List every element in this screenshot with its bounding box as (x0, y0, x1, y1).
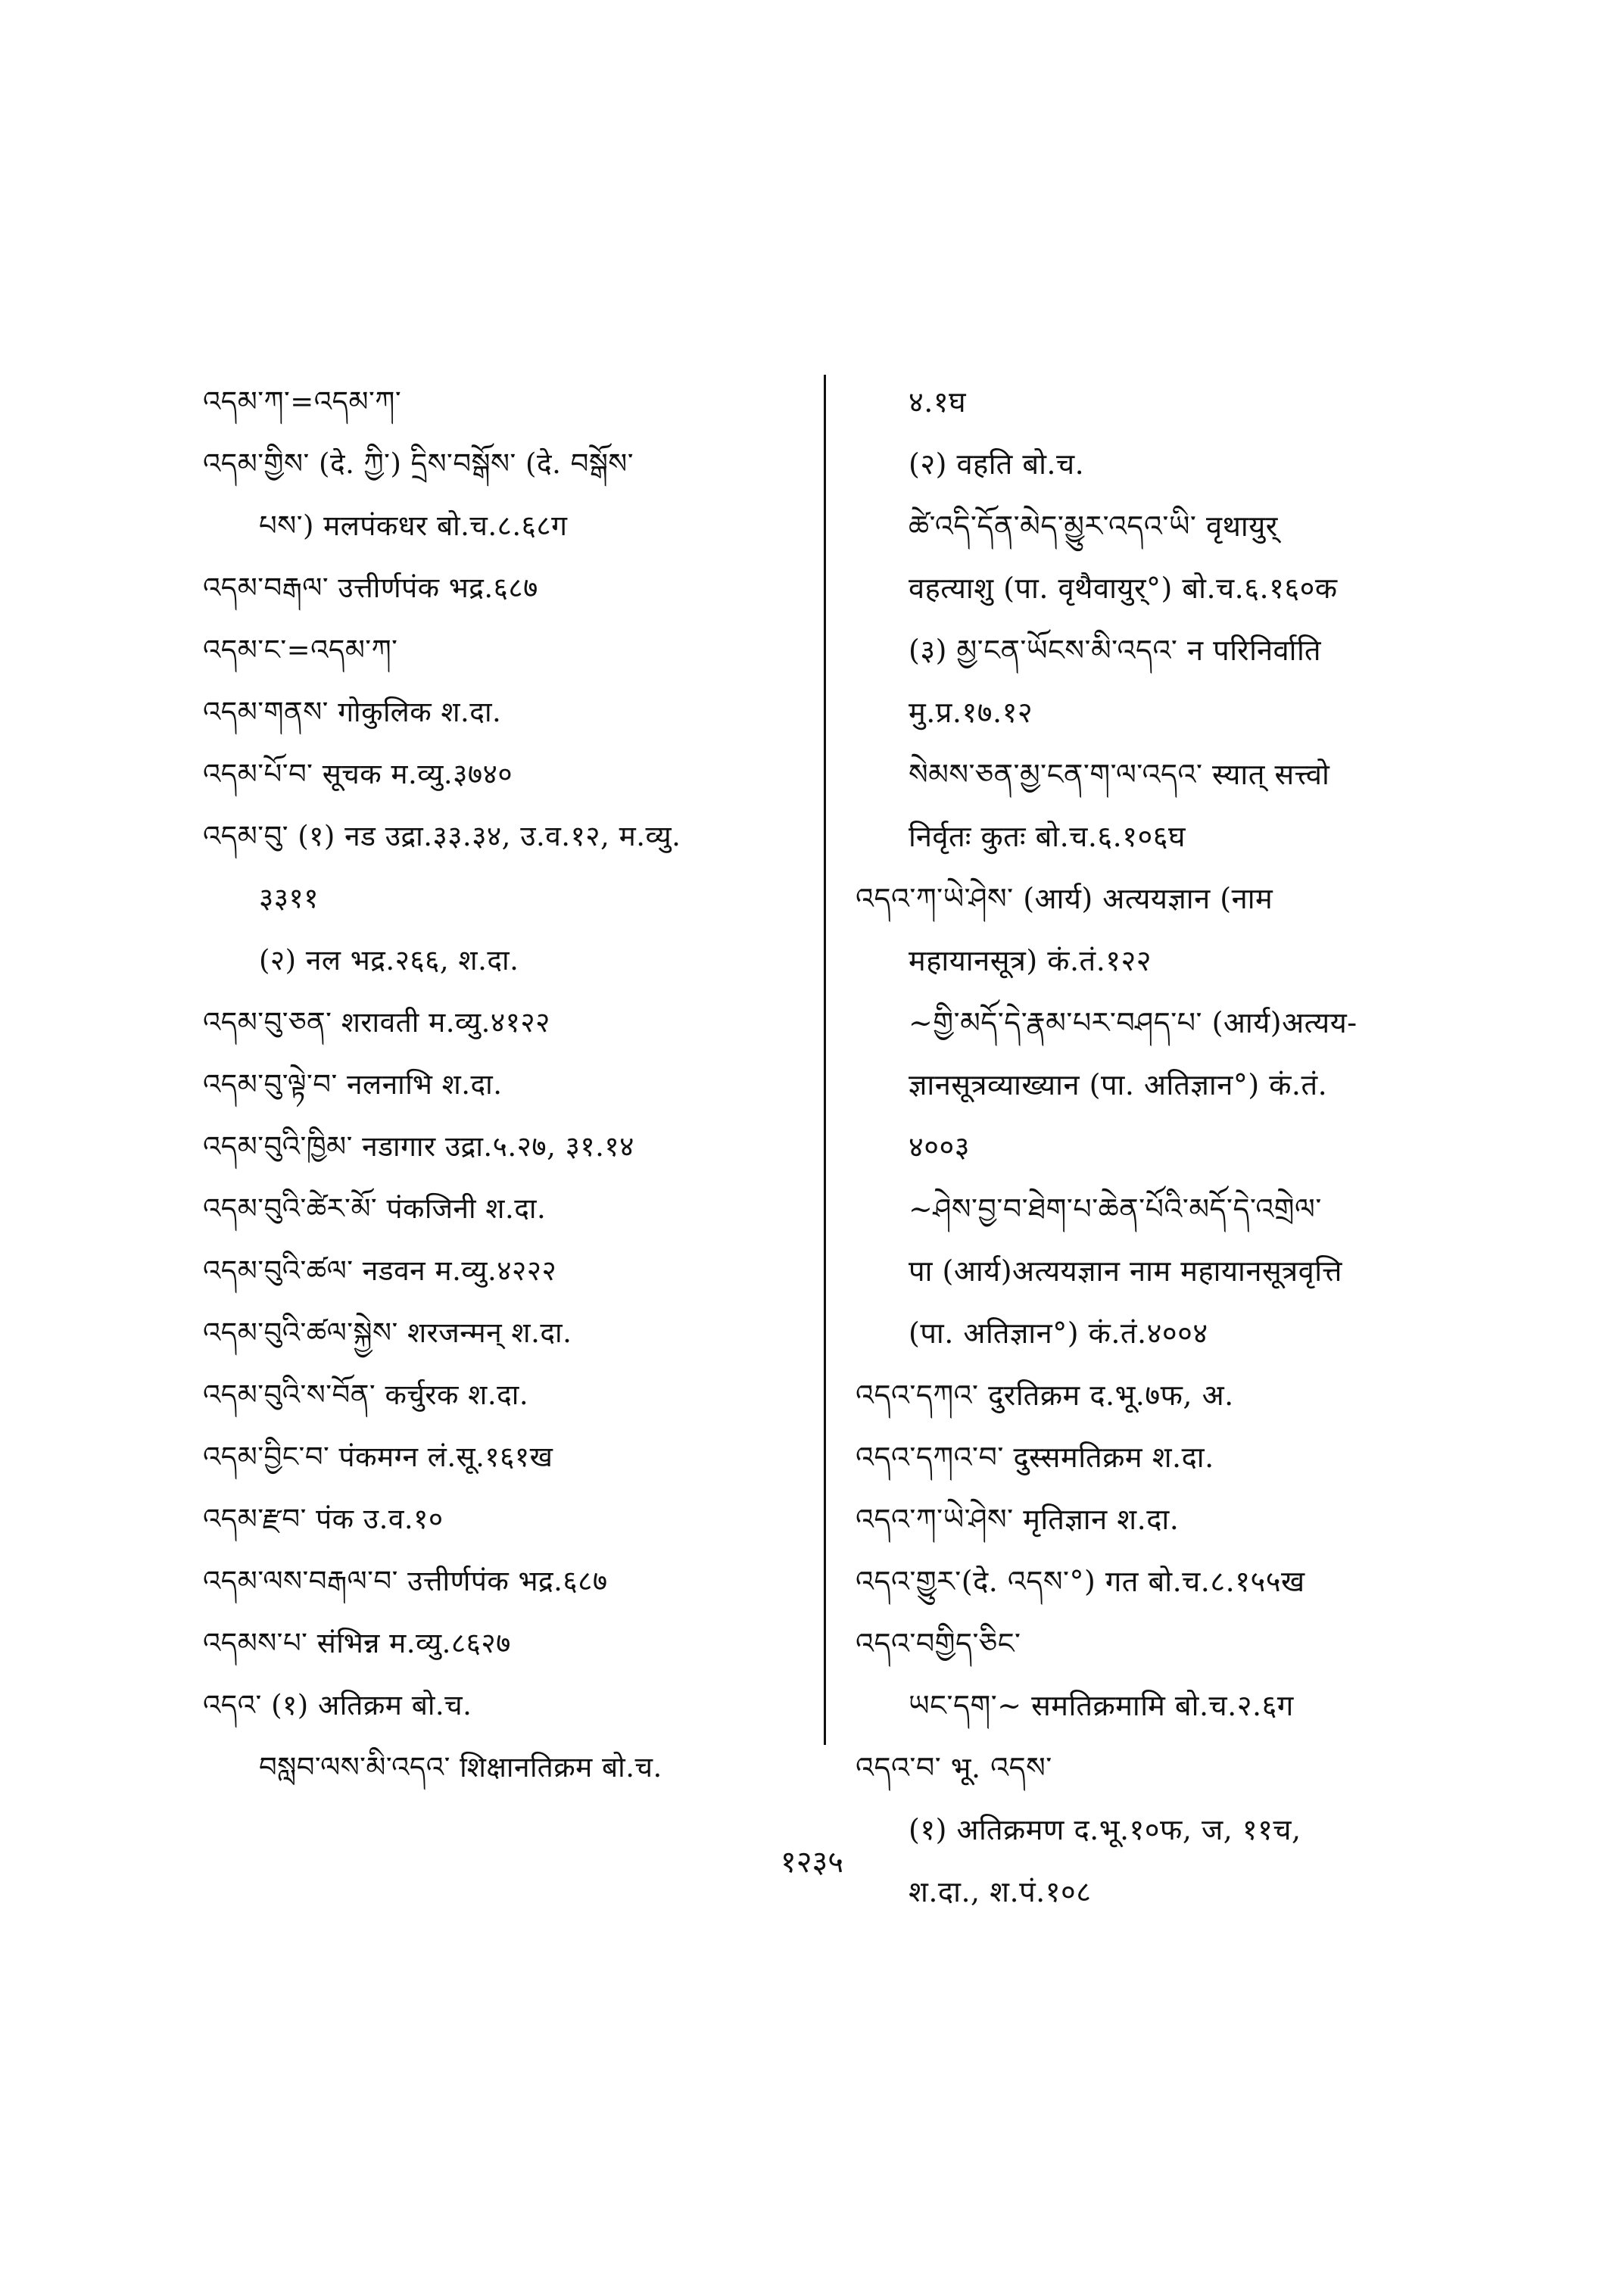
entry-line: ३३११ (259, 882, 319, 914)
entry-line: སེམས་ཅན་མྱ་ངན་ག་ལ་འདའ་ स्यात् सत्त्वो (909, 758, 1330, 791)
entry-line: (२) वहति बो.च. (909, 447, 1085, 481)
column-divider (824, 375, 826, 1745)
entry-line: འདམ་ཀ་=འདམ་ཀ་ (203, 385, 402, 418)
entry-line: निर्वृतः कुतः बो.च.६.१०६घ (909, 820, 1186, 853)
entry-line: འདའ་དཀའ་ दुरतिक्रम द.भू.७फ, अ. (856, 1379, 1234, 1412)
entry-line: འདམ་བུའི་ས་བོན་ कर्चुरक श.दा. (203, 1379, 529, 1411)
entry-line: འདའ་དཀའ་བ་ दुस्समतिक्रम श.दा. (856, 1441, 1214, 1474)
entry-line: འདའ་ (१) अतिक्रम बो.च. (203, 1689, 472, 1721)
entry-line: པས་) मलपंकधर बो.च.८.६८ग (259, 509, 568, 542)
entry-line: འདམས་པ་ संभिन्न म.व्यु.८६२७ (203, 1627, 511, 1659)
entry-line: (२) नल भद्र.२६६, श.दा. (259, 944, 519, 977)
entry-line: འདམ་ང་=འདམ་ཀ་ (203, 634, 398, 666)
entry-line: འདམ་པོ་བ་ सूचक म.व्यु.३७४० (203, 758, 513, 790)
right-column (856, 371, 1461, 1923)
entry-line: ~གྱི་མདོ་དེ་རྣམ་པར་བཤད་པ་ (आर्य)अत्यय- (909, 1006, 1357, 1039)
entry-line: महायानसूत्र) कं.तं.१२२ (909, 944, 1152, 977)
entry-line: འདམ་བུ་ (१) नड उद्रा.३३.३४, उ.व.१२, म.व्यु. (203, 820, 681, 852)
left-column (203, 371, 809, 1799)
entry-line: (१) अतिक्रमण द.भू.१०फ, ज, ११च, (909, 1813, 1301, 1846)
entry-line: वहत्याशु (पा. वृथैवायुर्°) बो.च.६.१६०क (909, 572, 1338, 605)
entry-line: འདམ་བུ་ཅན་ शरावती म.व्यु.४१२२ (203, 1006, 550, 1039)
entry-line: (३) མྱ་ངན་ཡོངས་མི་འདའ་ न परिनिर्वाति (909, 634, 1322, 667)
entry-line: འདམ་བུའི་ཚལ་སྐྱེས་ शरजन्मन् श.दा. (203, 1316, 572, 1349)
entry-line: ज्ञानसूत्रव्याख्यान (पा. अतिज्ञान°) कं.तं. (909, 1068, 1328, 1101)
entry-line: འདམ་གྱིས་ (दे. ཀྱི་) དྲིས་བསྒོས་ (दे. བསྒོས་ (203, 447, 634, 480)
entry-line: འདའ་བགྱིད་ཅིང་ (856, 1627, 1021, 1660)
entry-line: (पा. अतिज्ञान°) कं.तं.४००४ (909, 1316, 1208, 1350)
entry-line: ४००३ (909, 1130, 971, 1164)
entry-line: मु.प्र.१७.१२ (909, 696, 1033, 729)
page-number: १२३५ (780, 1845, 844, 1880)
entry-line: འདམ་བུའི་ཚལ་ नडवन म.व्यु.४२२२ (203, 1254, 557, 1287)
entry-line: འདའ་ཀ་ཡེ་ཤེས་ (आर्य) अत्ययज्ञान (नाम (856, 882, 1273, 915)
entry-line: འདའ་བ་ भू. འདས་ (856, 1751, 1052, 1784)
entry-line: ཡང་དག་~ समतिक्रमामि बो.च.२.६ग (909, 1689, 1294, 1722)
entry-line: འདམ་བུ་ལྟེ་བ་ नलनाभि श.दा. (203, 1068, 503, 1101)
entry-line: བསླབ་ལས་མི་འདའ་ शिक्षानतिक्रम बो.च. (259, 1751, 662, 1784)
entry-line: འདམ་བརྒལ་ उत्तीर्णपंक भद्र.६८७ (203, 572, 538, 604)
entry-line: पा (आर्य)अत्ययज्ञान नाम महायानसूत्रवृत्ति (909, 1254, 1342, 1288)
entry-line: འདམ་རྫབ་ पंक उ.व.१० (203, 1503, 444, 1535)
entry-line: འདམ་བུའི་ཚེར་མོ་ पंकजिनी श.दा. (203, 1192, 547, 1225)
entry-line: འདའ་གྱུར་(दे. འདས་°) गत बो.च.८.१५५ख (856, 1565, 1305, 1598)
entry-line: ४.१घ (909, 385, 967, 419)
entry-line: འདམ་བུའི་ཁྱིམ་ नडागार उद्रा.५.२७, ३१.१४ (203, 1130, 634, 1163)
entry-line: འདའ་ཀ་ཡེ་ཤེས་ मृतिज्ञान श.दा. (856, 1503, 1180, 1536)
entry-line: འདམ་གནས་ गोकुलिक श.दा. (203, 696, 502, 728)
entry-line: འདམ་བྱིང་བ་ पंकमग्न लं.सू.१६१ख (203, 1441, 553, 1473)
entry-line: ~ཤེས་བྱ་བ་ཐེག་པ་ཆེན་པོའི་མདོ་དེ་འགྲེལ་ (909, 1192, 1322, 1226)
entry-line: འདམ་ལས་བརྒལ་བ་ उत्तीर्णपंक भद्र.६८७ (203, 1565, 608, 1597)
entry-line: ཚེ་འདི་དོན་མེད་མྱུར་འདའ་ཡི་ वृथायुर् (909, 509, 1278, 543)
entry-line: श.दा., श.पं.१०८ (909, 1875, 1092, 1908)
